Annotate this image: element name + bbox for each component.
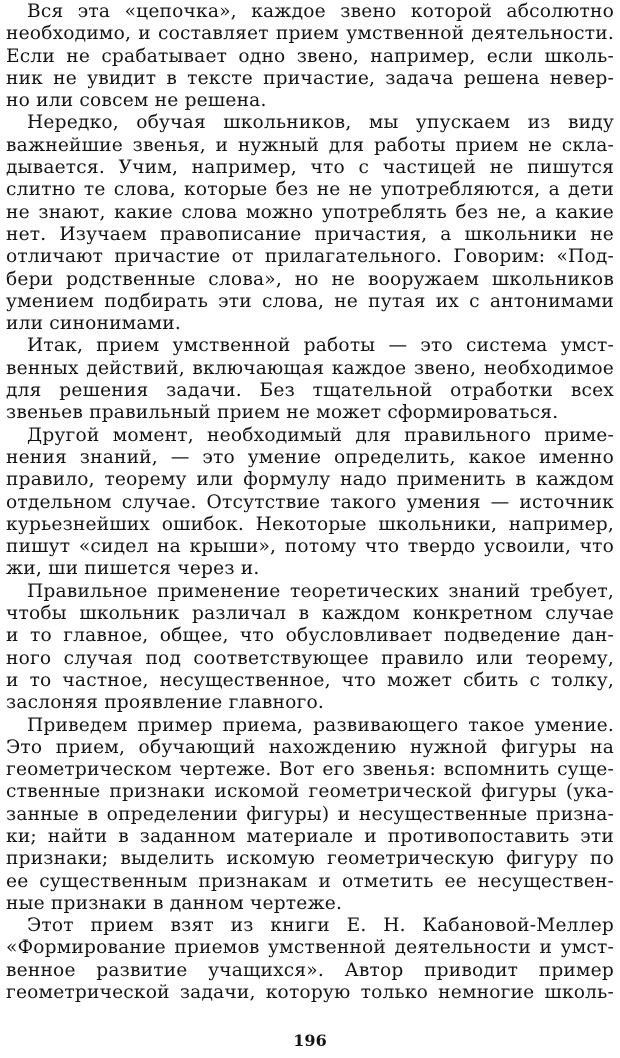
text-line: Если не срабатывает одно звено, например, если школь- [6,45,614,67]
page-number: 196 [293,1031,327,1050]
text-line: «Формирование приемов умственной деятельности и умст- [6,937,614,959]
text-line: правило, теорему или формулу надо применить в каждом [6,469,614,491]
text-line: и то главное, общее, что обусловливает подведение дан- [6,625,614,647]
text-line: венное развитие учащихся». Автор приводит пример [6,959,614,981]
text-line: Итак, прием умственной работы — это система умст- [27,335,614,357]
text-line: слитно те слова, которые без не не употребляются, а дети [6,179,614,201]
text-line: но или совсем не решена. [6,90,267,112]
text-line: венных действий, включающая каждое звено, необходимое [6,357,614,379]
text-line: умением подбирать эти слова, не путая их с антонимами [6,290,614,312]
text-line: бери родственные слова», но не вооружаем школьников [6,268,614,290]
text-line: признаки; выделить искомую геометрическую фигуру по [6,848,614,870]
text-line: геометрической задачи, которую только немногие школь- [6,982,614,1004]
text-line: чтобы школьник различал в каждом конкретном случае [6,603,614,625]
text-line: нет. Изучаем правописание причастия, а школьники не [6,223,614,245]
text-line: пишут «сидел на крыши», потому что твердо усвоили, что [6,536,614,558]
text-line: курьезнейших ошибок. Некоторые школьники, например, [6,513,614,535]
text-line: необходимо, и составляет прием умственной деятельности. [6,23,614,45]
text-line: ные признаки в данном чертеже. [6,892,343,914]
text-line: Этот прием взят из книги Е. Н. Кабановой-Меллер [27,915,614,937]
text-line: дывается. Учим, например, что с частицей не пишутся [6,157,614,179]
text-line: ник не увидит в тексте причастие, задача решена невер- [6,67,614,89]
text-line: нения знаний, — это умение определить, какое именно [6,446,614,468]
text-line: Вся эта «цепочка», каждое звено которой абсолютно [27,1,614,22]
text-line: ки; найти в заданном материале и противопоставить эти [6,825,614,847]
text-line: Правильное применение теоретических знаний требует, [27,580,614,602]
text-line: ее существенным признакам и отметить ее несуществен- [6,870,614,892]
text-line: Нередко, обучая школьников, мы упускаем из виду [27,112,614,134]
text-line: и то частное, несущественное, что может сбить с толку, [6,669,614,691]
body-text [6,1,614,1004]
text-line: Приведем пример приема, развивающего такое умение. [27,714,614,736]
text-line: Это прием, обучающий нахождению нужной фигуры на [6,736,614,758]
text-line: отдельном случае. Отсутствие такого умения — источник [6,491,614,513]
text-line: звеньев правильный прием не может сформироваться. [6,402,559,424]
text-line: жи, ши пишется через и. [6,558,260,580]
text-line: отличают причастие от прилагательного. Говорим: «Под- [6,246,614,268]
text-line: важнейшие звенья, и нужный для работы прием не скла- [6,134,614,156]
text-line: геометрическом чертеже. Вот его звенья: вспомнить суще- [6,759,614,781]
text-line: не знают, какие слова можно употреблять без не, а какие [6,201,614,223]
text-line: для решения задачи. Без тщательной отработки всех [6,380,614,402]
text-line: Другой момент, необходимый для правильного приме- [27,424,614,446]
text-line: ственные признаки искомой геометрической фигуры (ука- [6,781,614,803]
text-line: занные в определении фигуры) и несущественные призна- [6,803,614,825]
text-line: ного случая под соответствующее правило или теорему, [6,647,614,669]
text-line: заслоняя проявление главного. [6,692,324,714]
text-line: или синонимами. [6,313,182,335]
